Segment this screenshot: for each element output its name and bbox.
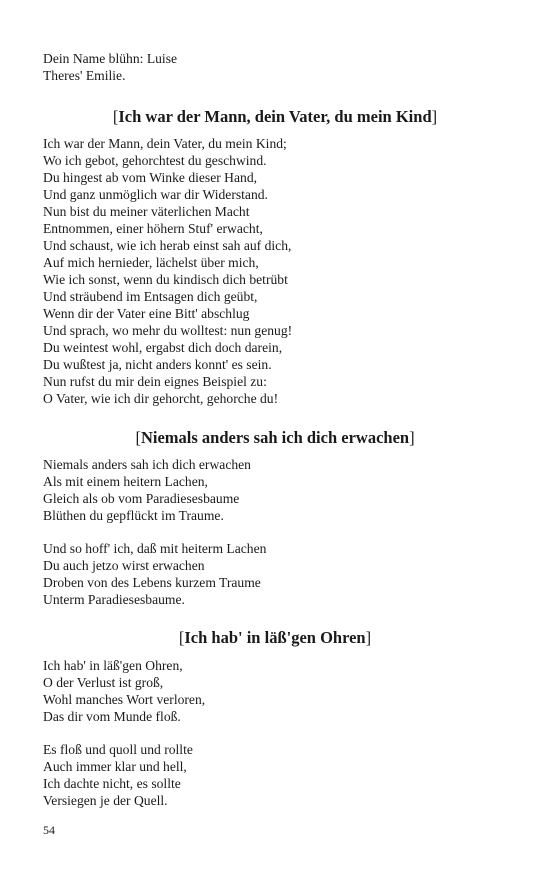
poem-title: [Ich hab' in läß'gen Ohren] bbox=[178, 628, 372, 647]
poem-line: O Vater, wie ich dir gehorcht, gehorche du! bbox=[43, 391, 279, 406]
poem-line: Dein Name blühn: Luise bbox=[43, 51, 178, 66]
poem-line: Es floß und quoll und rollte bbox=[43, 742, 193, 757]
poem-line: Ich war der Mann, dein Vater, du mein Kind; bbox=[43, 136, 287, 151]
poem-line: Wenn dir der Vater eine Bitt' abschlug bbox=[43, 306, 250, 321]
poem-line: Wohl manches Wort verloren, bbox=[43, 692, 206, 707]
poem-line: Als mit einem heitern Lachen, bbox=[43, 474, 208, 489]
poem-line: Du weintest wohl, ergabst dich doch darein, bbox=[43, 340, 283, 355]
poem-line: Droben von des Lebens kurzem Traume bbox=[43, 575, 261, 590]
poem-line: Ich hab' in läß'gen Ohren, bbox=[43, 658, 183, 673]
poem-line: Wie ich sonst, wenn du kindisch dich betrübt bbox=[43, 272, 288, 287]
poem-line: Gleich als ob vom Paradiesesbaume bbox=[43, 491, 240, 506]
poem-line: Nun bist du meiner väterlichen Macht bbox=[43, 204, 250, 219]
poem-line: Das dir vom Munde floß. bbox=[43, 709, 181, 724]
page-number: 54 bbox=[43, 823, 55, 837]
poem-line: Und sträubend im Entsagen dich geübt, bbox=[43, 289, 258, 304]
poem-line: Auch immer klar und hell, bbox=[43, 759, 187, 774]
poem-title: [Ich war der Mann, dein Vater, du mein Kind] bbox=[112, 107, 438, 126]
poem-line: Auf mich hernieder, lächelst über mich, bbox=[43, 255, 259, 270]
poem-line: Und ganz unmöglich war dir Widerstand. bbox=[43, 187, 268, 202]
poem-line: Theres' Emilie. bbox=[43, 68, 126, 83]
poem-line: Versiegen je der Quell. bbox=[43, 793, 168, 808]
poem-line: Du wußtest ja, nicht anders konnt' es sein. bbox=[43, 357, 272, 372]
poem-line: Und schaust, wie ich herab einst sah auf dich, bbox=[43, 238, 292, 253]
poem-line: Und so hoff' ich, daß mit heiterm Lachen bbox=[43, 541, 267, 556]
poem-line: Entnommen, einer höhern Stuf' erwacht, bbox=[43, 221, 263, 236]
poem-line: Du auch jetzo wirst erwachen bbox=[43, 558, 205, 573]
poem-line: Ich dachte nicht, es sollte bbox=[43, 776, 181, 791]
poem-line: Blüthen du gepflückt im Traume. bbox=[43, 508, 224, 523]
poem-line: Und sprach, wo mehr du wolltest: nun genug! bbox=[43, 323, 293, 338]
poem-line: O der Verlust ist groß, bbox=[43, 675, 164, 690]
poem-line: Wo ich gebot, gehorchtest du geschwind. bbox=[43, 153, 267, 168]
poem-line: Unterm Paradiesesbaume. bbox=[43, 592, 185, 607]
poem-line: Du hingest ab vom Winke dieser Hand, bbox=[43, 170, 258, 185]
poem-line: Niemals anders sah ich dich erwachen bbox=[43, 457, 251, 472]
poem-line: Nun rufst du mir dein eignes Beispiel zu: bbox=[43, 374, 267, 389]
poem-title: [Niemals anders sah ich dich erwachen] bbox=[135, 428, 415, 447]
